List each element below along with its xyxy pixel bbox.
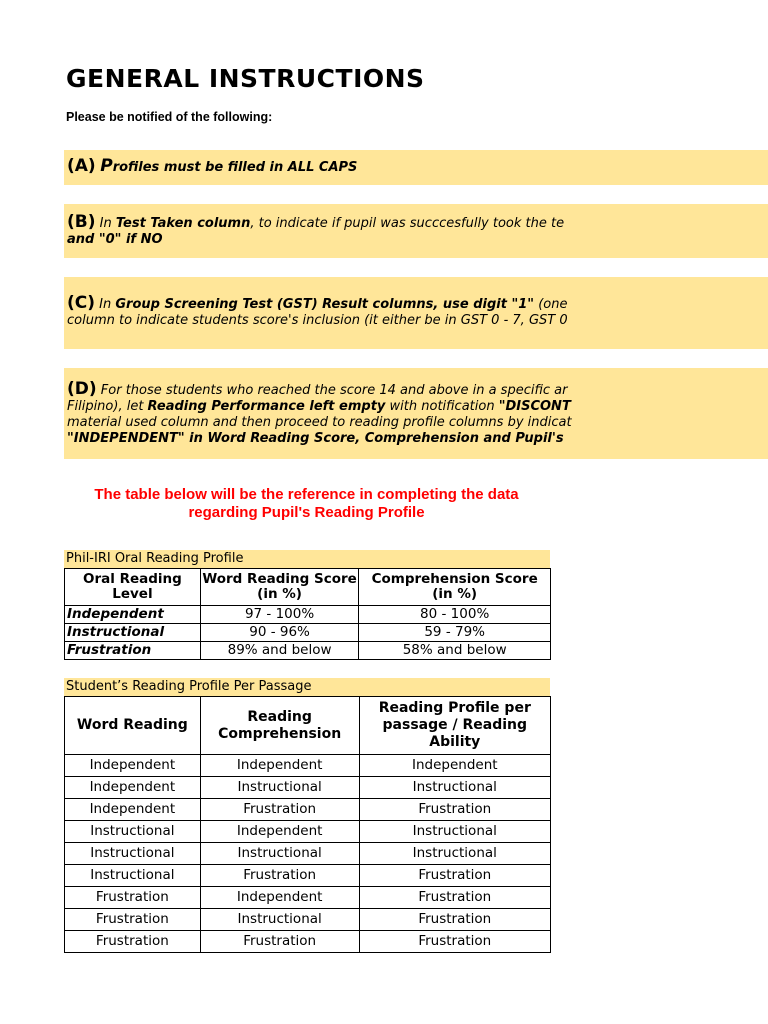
table-cell: Instructional <box>359 821 550 843</box>
instruction-c-label: (C) <box>67 293 96 313</box>
instruction-c <box>64 277 768 349</box>
column-header: Oral Reading Level <box>65 569 201 606</box>
table-cell: Instructional <box>200 909 359 931</box>
table-cell: 97 - 100% <box>200 606 359 624</box>
instruction-d-line3: material used column and then proceed to reading profile columns by indicat <box>67 415 572 430</box>
table-cell: Independent <box>65 755 201 777</box>
instruction-b-text-bold: Test Taken column <box>115 216 251 231</box>
table-cell: Frustration <box>359 887 550 909</box>
table-row <box>65 642 551 660</box>
table-cell: Frustration <box>65 642 201 660</box>
instruction-a-text: rofiles must be filled in ALL CAPS <box>112 160 358 175</box>
instruction-d-label: (D) <box>67 379 97 399</box>
instruction-b-label: (B) <box>67 212 96 232</box>
table-row <box>65 931 551 953</box>
instruction-d-line2-bold2: "DISCONT <box>498 399 571 414</box>
column-header: Reading Profile per passage / Reading Ability <box>359 697 550 755</box>
table-cell: Independent <box>200 821 359 843</box>
instruction-c-text-bold: Group Screening Test (GST) Result columns, use digit "1" <box>115 297 535 312</box>
table-row <box>65 624 551 642</box>
table-cell: Frustration <box>200 931 359 953</box>
instruction-b-text-post: , to indicate if pupil was succcesfully took the te <box>250 216 565 231</box>
instruction-d-line2-bold: Reading Performance left empty <box>147 399 386 414</box>
oral-profile-table <box>64 568 551 660</box>
notice-text: Please be notified of the following: <box>66 110 273 124</box>
table-cell: Frustration <box>359 865 550 887</box>
column-header: Word Reading <box>65 697 201 755</box>
instruction-d <box>64 368 768 459</box>
table-row <box>65 755 551 777</box>
table-cell: Instructional <box>65 865 201 887</box>
table-cell: 89% and below <box>200 642 359 660</box>
table-cell: Independent <box>359 755 550 777</box>
reference-note-line1: The table below will be the reference in completing the data <box>94 486 519 503</box>
table-cell: Independent <box>65 777 201 799</box>
instruction-b-text-pre: In <box>95 216 116 231</box>
table-cell: Instructional <box>65 624 201 642</box>
table-cell: Frustration <box>200 799 359 821</box>
table-cell: Frustration <box>359 799 550 821</box>
table-row <box>65 887 551 909</box>
table-header-row <box>65 697 551 755</box>
reference-note <box>64 486 549 522</box>
table-row <box>65 606 551 624</box>
table-row <box>65 777 551 799</box>
table-cell: Instructional <box>200 777 359 799</box>
instruction-d-line2-mid: with notification <box>385 399 499 414</box>
instruction-d-line2-pre: Filipino), let <box>67 399 148 414</box>
instruction-b-line2: and "0" if NO <box>67 232 163 247</box>
column-header: Reading Comprehension <box>200 697 359 755</box>
table-cell: Frustration <box>359 909 550 931</box>
table-cell: Instructional <box>359 843 550 865</box>
reference-note-line2: regarding Pupil's Reading Profile <box>188 504 425 521</box>
instruction-c-text-post: (one <box>534 297 568 312</box>
table-cell: Frustration <box>200 865 359 887</box>
table-row <box>65 865 551 887</box>
table-cell: Independent <box>200 755 359 777</box>
table-cell: 90 - 96% <box>200 624 359 642</box>
instruction-c-text-pre: In <box>95 297 116 312</box>
table-cell: Instructional <box>65 821 201 843</box>
table-cell: Independent <box>65 606 201 624</box>
table-row <box>65 821 551 843</box>
table-header-row <box>65 569 551 606</box>
passage-profile-table <box>64 696 551 953</box>
table-cell: Frustration <box>359 931 550 953</box>
table-cell: 80 - 100% <box>359 606 551 624</box>
table-row <box>65 843 551 865</box>
passage-profile-caption: Student’s Reading Profile Per Passage <box>64 678 550 696</box>
table-cell: Instructional <box>200 843 359 865</box>
oral-profile-caption: Phil-IRI Oral Reading Profile <box>64 550 550 568</box>
table-cell: Independent <box>200 887 359 909</box>
table-cell: Instructional <box>359 777 550 799</box>
table-cell: Frustration <box>65 909 201 931</box>
column-header: Word Reading Score (in %) <box>200 569 359 606</box>
table-cell: Independent <box>65 799 201 821</box>
table-cell: Instructional <box>65 843 201 865</box>
instruction-a-label: (A) <box>67 156 96 176</box>
instruction-c-line2: column to indicate students score's inclusion (it either be in GST 0 - 7, GST 0 <box>67 313 568 328</box>
table-cell: 59 - 79% <box>359 624 551 642</box>
table-row <box>65 799 551 821</box>
instruction-a <box>64 150 768 185</box>
instruction-d-line4: "INDEPENDENT" in Word Reading Score, Comprehension and Pupil's <box>67 431 564 446</box>
table-cell: 58% and below <box>359 642 551 660</box>
instruction-b <box>64 204 768 258</box>
table-cell: Frustration <box>65 931 201 953</box>
instruction-a-initial: P <box>100 156 113 176</box>
column-header: Comprehension Score (in %) <box>359 569 551 606</box>
table-cell: Frustration <box>65 887 201 909</box>
page-title: GENERAL INSTRUCTIONS <box>66 64 425 93</box>
table-row <box>65 909 551 931</box>
instruction-d-line1: For those students who reached the score 14 and above in a specific ar <box>96 383 568 398</box>
